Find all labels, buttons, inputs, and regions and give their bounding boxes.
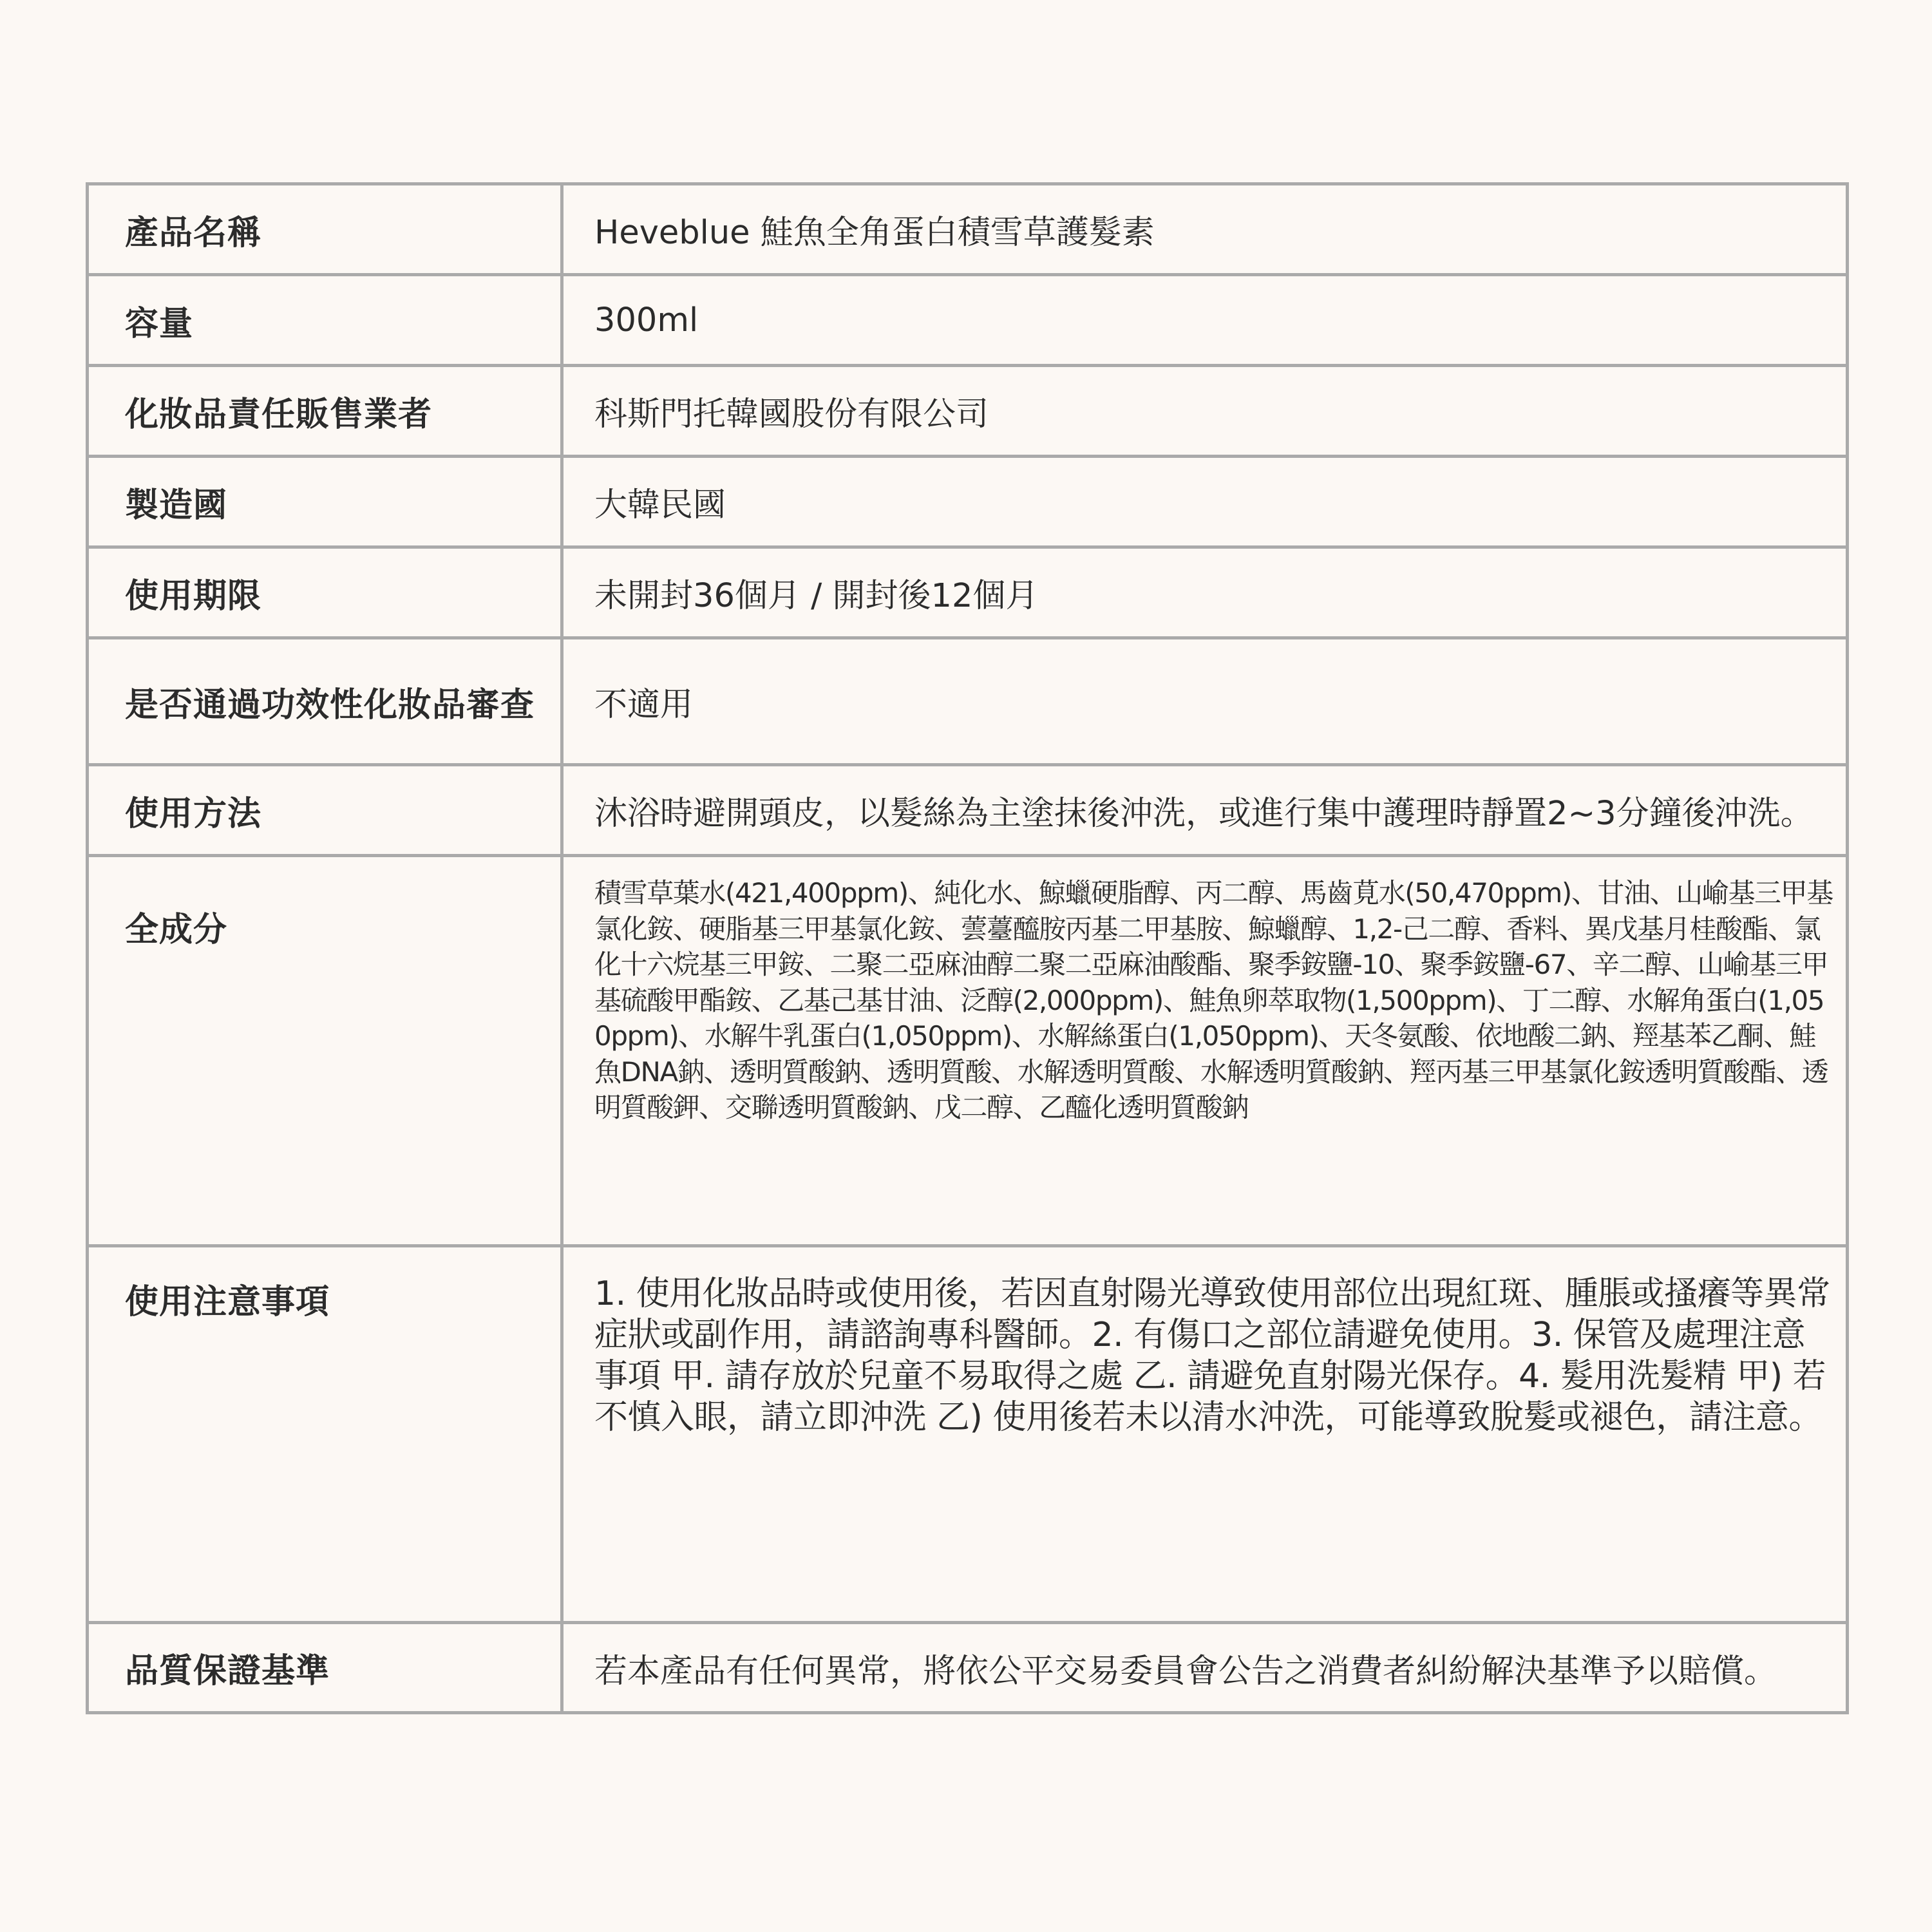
label-responsible-seller: 化妝品責任販售業者 bbox=[88, 366, 562, 457]
value-functional-review: 不適用 bbox=[562, 638, 1848, 765]
product-spec-table bbox=[86, 182, 1849, 1714]
row-volume bbox=[88, 275, 1848, 366]
value-country-of-manufacture: 大韓民國 bbox=[562, 457, 1848, 547]
label-ingredients: 全成分 bbox=[88, 856, 562, 1246]
value-product-name: Heveblue 鮭魚全角蛋白積雪草護髮素 bbox=[562, 184, 1848, 275]
value-usage: 沐浴時避開頭皮，以髮絲為主塗抹後沖洗，或進行集中護理時靜置2~3分鐘後沖洗。 bbox=[562, 765, 1848, 856]
label-country-of-manufacture: 製造國 bbox=[88, 457, 562, 547]
value-responsible-seller: 科斯門托韓國股份有限公司 bbox=[562, 366, 1848, 457]
row-shelf-life bbox=[88, 547, 1848, 638]
row-country-of-manufacture bbox=[88, 457, 1848, 547]
row-precautions bbox=[88, 1246, 1848, 1623]
row-quality-guarantee bbox=[88, 1623, 1848, 1713]
value-ingredients: 積雪草葉水(421,400ppm)、純化水、鯨蠟硬脂醇、丙二醇、馬齒莧水(50,470ppm)、甘油、山崳基三甲基氯化銨、硬脂基三甲基氯化銨、蕓薹醯胺丙基二甲基胺、鯨蠟醇、1,2-己二醇、香料、異戊基月桂酸酯、氯化十六烷基三甲銨、二聚二亞麻油醇二聚二亞麻油酸酯、聚季銨鹽-10、聚季銨鹽-67、辛二醇、山崳基三甲基硫酸甲酯銨、乙基己基甘油、泛醇(2,000ppm)、鮭魚卵萃取物(1,500ppm)、丁二醇、水解角蛋白(1,050ppm)、水解牛乳蛋白(1,050ppm)、水解絲蛋白(1,050ppm)、天冬氨酸、依地酸二鈉、羥基苯乙酮、鮭魚DNA鈉、透明質酸鈉、透明質酸、水解透明質酸、水解透明質酸鈉、羥丙基三甲基氯化銨透明質酸酯、透明質酸鉀、交聯透明質酸鈉、戊二醇、乙醯化透明質酸鈉 bbox=[562, 856, 1848, 1246]
label-usage: 使用方法 bbox=[88, 765, 562, 856]
label-functional-review: 是否通過功效性化妝品審查 bbox=[88, 638, 562, 765]
value-volume: 300ml bbox=[562, 275, 1848, 366]
label-shelf-life: 使用期限 bbox=[88, 547, 562, 638]
label-quality-guarantee: 品質保證基準 bbox=[88, 1623, 562, 1713]
label-volume: 容量 bbox=[88, 275, 562, 366]
row-ingredients bbox=[88, 856, 1848, 1246]
value-quality-guarantee: 若本產品有任何異常，將依公平交易委員會公告之消費者糾紛解決基準予以賠償。 bbox=[562, 1623, 1848, 1713]
row-responsible-seller bbox=[88, 366, 1848, 457]
label-precautions: 使用注意事項 bbox=[88, 1246, 562, 1623]
row-functional-review bbox=[88, 638, 1848, 765]
label-product-name: 產品名稱 bbox=[88, 184, 562, 275]
value-precautions: 1. 使用化妝品時或使用後，若因直射陽光導致使用部位出現紅斑、腫脹或搔癢等異常症狀或副作用，請諮詢專科醫師。2. 有傷口之部位請避免使用。3. 保管及處理注意事項 甲. 請存放於兒童不易取得之處 乙. 請避免直射陽光保存。4. 髮用洗髮精 甲) 若不慎入眼，請立即沖洗 乙) 使用後若未以清水沖洗，可能導致脫髮或褪色，請注意。 bbox=[562, 1246, 1848, 1623]
value-shelf-life: 未開封36個月 / 開封後12個月 bbox=[562, 547, 1848, 638]
row-usage bbox=[88, 765, 1848, 856]
row-product-name bbox=[88, 184, 1848, 275]
